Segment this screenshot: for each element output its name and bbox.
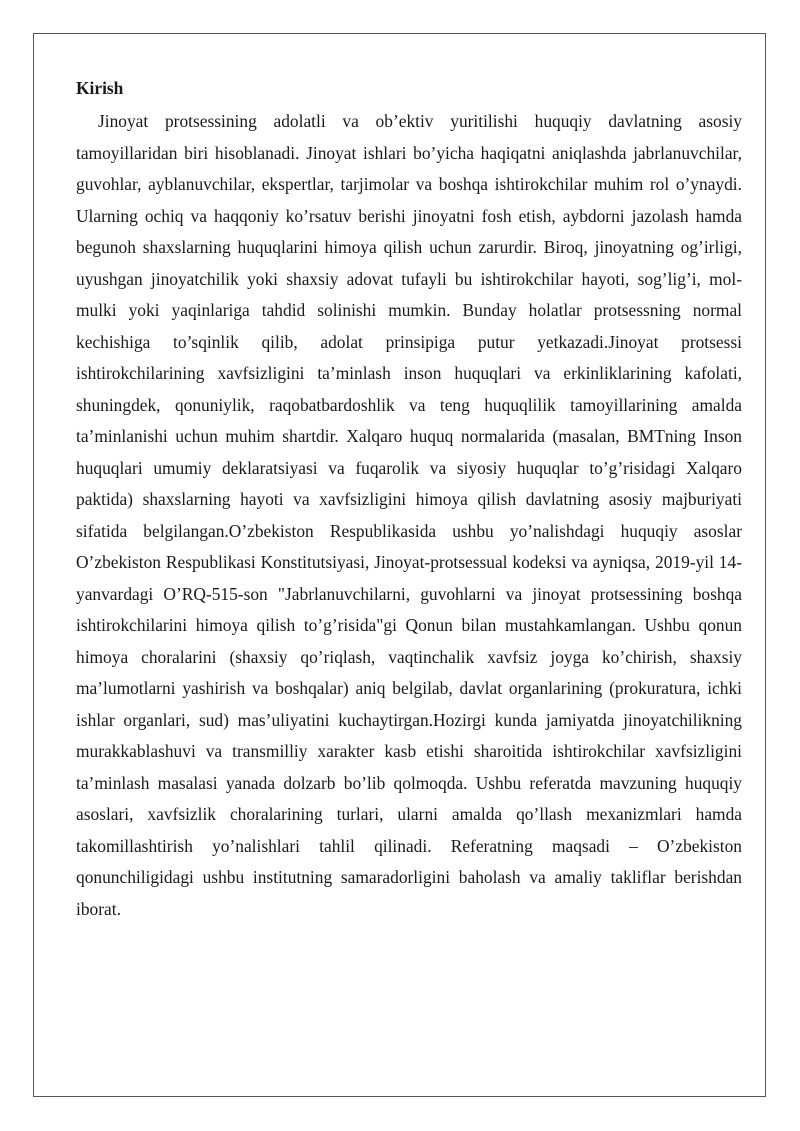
body-paragraph: Jinoyat protsessining adolatli va ob’ektiv yuritilishi huquqiy davlatning asosiy tamoyillaridan biri hisoblanadi. Jinoyat ishlari bo’yicha haqiqatni aniqlashda jabrlanuvchilar, guvohlar, ayblanuvchilar, ekspertlar, tarjimolar va boshqa ishtirokchilar muhim rol o’ynaydi. Ularning ochiq va haqqoniy ko’rsatuv berishi jinoyatni fosh etish, aybdorni jazolash hamda begunoh shaxslarning huquqlarini himoya qilish uchun zarurdir. Biroq, jinoyatning og’irligi, uyushgan jinoyatchilik yoki shaxsiy adovat tufayli bu ishtirokchilar hayoti, sog’lig’i, mol-mulki yoki yaqinlariga tahdid solinishi mumkin. Bunday holatlar protsessning normal kechishiga to’sqinlik qilib, adolat prinsipiga putur yetkazadi.Jinoyat protsessi ishtirokchilarining xavfsizligini ta’minlash inson huquqlari va erkinliklarining kafolati, shuningdek, qonuniylik, raqobatbardoshlik va teng huquqlilik tamoyillarining amalda ta’minlanishi uchun muhim shartdir. Xalqaro huquq normalarida (masalan, BMTning Inson huquqlari umumiy deklaratsiyasi va fuqarolik va siyosiy huquqlar to’g’risidagi Xalqaro paktida) shaxslarning hayoti va xavfsizligini himoya qilish davlatning asosiy majburiyati sifatida belgilangan.O’zbekiston Respublikasida ushbu yo’nalishdagi huquqiy asoslar O’zbekiston Respublikasi Konstitutsiyasi, Jinoyat-protsessual kodeksi va ayniqsa, 2019-yil 14-yanvardagi O’RQ-515-son "Jabrlanuvchilarni, guvohlarni va jinoyat protsessining boshqa ishtirokchilarini himoya qilish to’g’risida"gi Qonun bilan mustahkamlangan. Ushbu qonun himoya choralarini (shaxsiy qo’riqlash, vaqtinchalik xavfsiz joyga ko’chirish, shaxsiy ma’lumotlarni yashirish va boshqalar) aniq belgilab, davlat organlarining (prokuratura, ichki ishlar organlari, sud) mas’uliyatini kuchaytirgan.Hozirgi kunda jamiyatda jinoyatchilikning murakkablashuvi va transmilliy xarakter kasb etishi sharoitida ishtirokchilar xavfsizligini ta’minlash masalasi yanada dolzarb bo’lib qolmoqda. Ushbu referatda mavzuning huquqiy asoslari, xavfsizlik choralarining turlari, ularni amalda qo’llash mexanizmlari hamda takomillashtirish yo’nalishlari tahlil qilinadi. Referatning maqsadi – O’zbekiston qonunchiligidagi ushbu institutning samaradorligini baholash va amaliy takliflar berishdan iborat. bbox=[76, 111, 742, 919]
document-body bbox=[76, 73, 742, 925]
section-heading: Kirish bbox=[76, 78, 124, 98]
